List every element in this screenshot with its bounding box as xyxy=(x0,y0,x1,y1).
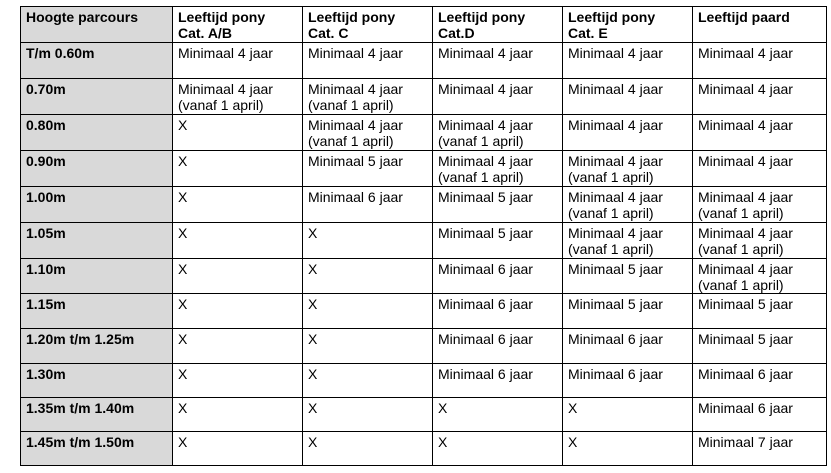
age-text: X xyxy=(178,400,188,416)
age-text: X xyxy=(308,366,318,382)
course-height-cell xyxy=(21,329,173,364)
age-text: Minimaal 6 jaar xyxy=(438,261,533,277)
course-height-cell xyxy=(21,151,173,187)
age-cell xyxy=(173,398,303,432)
age-text: Minimaal 4 jaar xyxy=(568,117,663,133)
header-text: Cat. A/B xyxy=(178,25,232,41)
age-text: X xyxy=(178,189,188,205)
age-text: Minimaal 5 jaar xyxy=(308,153,403,169)
header-text: Leeftijd pony xyxy=(568,9,656,25)
age-text: X xyxy=(178,261,188,277)
age-cell xyxy=(173,259,303,294)
age-text: Minimaal 4 jaar xyxy=(308,81,403,97)
course-height-text: 1.05m xyxy=(26,225,66,241)
age-text: Minimaal 4 jaar xyxy=(308,117,403,133)
age-text: (vanaf 1 april) xyxy=(698,241,784,257)
table-row xyxy=(21,398,827,432)
table-row xyxy=(21,432,827,466)
age-cell xyxy=(693,79,827,115)
age-cell xyxy=(693,432,827,466)
course-height-cell xyxy=(21,294,173,329)
header-text: Cat.D xyxy=(438,25,475,41)
header-text: Cat. E xyxy=(568,25,608,41)
age-text: X xyxy=(178,434,188,450)
age-cell xyxy=(693,398,827,432)
age-cell xyxy=(173,79,303,115)
header-text: Cat. C xyxy=(308,25,349,41)
table-row xyxy=(21,364,827,398)
course-height-text: 1.10m xyxy=(26,261,66,277)
age-text: Minimaal 5 jaar xyxy=(438,225,533,241)
course-height-text: 1.45m t/m 1.50m xyxy=(26,434,135,450)
course-height-cell xyxy=(21,115,173,151)
age-cell xyxy=(693,187,827,223)
age-text: Minimaal 4 jaar xyxy=(568,153,663,169)
age-text: Minimaal 6 jaar xyxy=(438,331,533,347)
age-cell xyxy=(303,329,433,364)
age-cell xyxy=(303,259,433,294)
course-height-text: 1.15m xyxy=(26,296,66,312)
age-text: Minimaal 4 jaar xyxy=(438,81,533,97)
age-text: Minimaal 4 jaar xyxy=(178,81,273,97)
age-cell xyxy=(433,151,563,187)
table-row xyxy=(21,294,827,329)
age-text: Minimaal 4 jaar xyxy=(568,225,663,241)
age-text: Minimaal 6 jaar xyxy=(698,366,793,382)
age-text: Minimaal 4 jaar xyxy=(308,45,403,61)
age-text: Minimaal 4 jaar xyxy=(438,117,533,133)
course-height-text: 1.35m t/m 1.40m xyxy=(26,400,135,416)
course-height-text: 0.80m xyxy=(26,117,66,133)
age-text: Minimaal 4 jaar xyxy=(698,189,793,205)
age-cell xyxy=(563,151,693,187)
age-text: (vanaf 1 april) xyxy=(568,169,654,185)
age-cell xyxy=(433,398,563,432)
table-row xyxy=(21,43,827,79)
age-cell xyxy=(693,294,827,329)
age-cell xyxy=(563,43,693,79)
course-height-text: 0.70m xyxy=(26,81,66,97)
age-text: Minimaal 5 jaar xyxy=(568,261,663,277)
age-cell xyxy=(433,432,563,466)
age-cell xyxy=(433,79,563,115)
age-cell xyxy=(173,151,303,187)
age-text: (vanaf 1 april) xyxy=(438,169,524,185)
age-cell xyxy=(563,79,693,115)
course-height-text: 1.20m t/m 1.25m xyxy=(26,331,135,347)
table-row xyxy=(21,259,827,294)
age-cell xyxy=(173,115,303,151)
age-cell xyxy=(303,223,433,259)
age-cell xyxy=(433,364,563,398)
age-cell xyxy=(303,398,433,432)
age-text: X xyxy=(178,153,188,169)
age-text: Minimaal 4 jaar xyxy=(178,45,273,61)
age-cell xyxy=(563,259,693,294)
age-text: X xyxy=(308,225,318,241)
age-cell xyxy=(563,294,693,329)
age-cell xyxy=(303,432,433,466)
age-text: X xyxy=(438,400,448,416)
course-height-text: 0.90m xyxy=(26,153,66,169)
age-text: (vanaf 1 april) xyxy=(438,133,524,149)
header-pony-cat-e xyxy=(563,7,693,43)
table-body xyxy=(21,43,827,466)
header-height-course xyxy=(21,7,173,43)
table-row xyxy=(21,329,827,364)
age-text: Minimaal 4 jaar xyxy=(438,45,533,61)
age-text: Minimaal 6 jaar xyxy=(308,189,403,205)
age-cell xyxy=(173,329,303,364)
age-text: X xyxy=(308,296,318,312)
age-text: X xyxy=(568,434,578,450)
age-cell xyxy=(693,364,827,398)
table-row xyxy=(21,151,827,187)
age-text: X xyxy=(178,331,188,347)
age-text: X xyxy=(178,225,188,241)
age-text: Minimaal 4 jaar xyxy=(698,45,793,61)
table-row xyxy=(21,223,827,259)
header-text: Hoogte parcours xyxy=(26,9,139,25)
age-cell xyxy=(433,294,563,329)
table-row xyxy=(21,187,827,223)
age-text: Minimaal 4 jaar xyxy=(698,117,793,133)
age-cell xyxy=(173,223,303,259)
header-text: Leeftijd paard xyxy=(698,9,790,25)
age-cell xyxy=(303,364,433,398)
table-row xyxy=(21,79,827,115)
table-header-row xyxy=(21,7,827,43)
age-text: Minimaal 4 jaar xyxy=(568,81,663,97)
course-height-text: T/m 0.60m xyxy=(26,45,95,61)
age-cell xyxy=(173,187,303,223)
age-text: Minimaal 6 jaar xyxy=(568,366,663,382)
header-horse xyxy=(693,7,827,43)
course-height-cell xyxy=(21,364,173,398)
age-cell xyxy=(433,329,563,364)
age-cell xyxy=(563,398,693,432)
age-cell xyxy=(563,364,693,398)
age-text: Minimaal 4 jaar xyxy=(698,261,793,277)
age-cell xyxy=(303,294,433,329)
age-text: X xyxy=(178,117,188,133)
age-cell xyxy=(173,294,303,329)
age-text: Minimaal 6 jaar xyxy=(438,296,533,312)
header-pony-cat-ab xyxy=(173,7,303,43)
course-height-cell xyxy=(21,187,173,223)
age-cell xyxy=(303,187,433,223)
age-text: Minimaal 4 jaar xyxy=(698,225,793,241)
age-cell xyxy=(563,432,693,466)
course-height-cell xyxy=(21,43,173,79)
age-text: Minimaal 4 jaar xyxy=(568,45,663,61)
age-text: (vanaf 1 april) xyxy=(568,205,654,221)
course-height-cell xyxy=(21,259,173,294)
age-text: (vanaf 1 april) xyxy=(698,277,784,293)
age-cell xyxy=(433,259,563,294)
age-text: Minimaal 5 jaar xyxy=(698,331,793,347)
age-text: (vanaf 1 april) xyxy=(178,97,264,113)
course-height-text: 1.30m xyxy=(26,366,66,382)
age-text: (vanaf 1 april) xyxy=(308,133,394,149)
age-text: Minimaal 6 jaar xyxy=(568,331,663,347)
age-cell xyxy=(563,329,693,364)
age-cell xyxy=(693,115,827,151)
age-text: (vanaf 1 april) xyxy=(568,241,654,257)
age-text: Minimaal 7 jaar xyxy=(698,434,793,450)
age-text: (vanaf 1 april) xyxy=(698,205,784,221)
age-text: Minimaal 4 jaar xyxy=(698,81,793,97)
age-cell xyxy=(693,329,827,364)
age-text: Minimaal 4 jaar xyxy=(568,189,663,205)
age-text: Minimaal 5 jaar xyxy=(698,296,793,312)
age-text: X xyxy=(438,434,448,450)
age-cell xyxy=(433,43,563,79)
age-text: X xyxy=(308,261,318,277)
age-cell xyxy=(303,79,433,115)
age-cell xyxy=(303,115,433,151)
age-text: Minimaal 5 jaar xyxy=(438,189,533,205)
age-cell xyxy=(433,223,563,259)
age-cell xyxy=(563,223,693,259)
age-text: Minimaal 4 jaar xyxy=(438,153,533,169)
age-cell xyxy=(433,187,563,223)
age-text: X xyxy=(308,400,318,416)
age-cell xyxy=(433,115,563,151)
header-text: Leeftijd pony xyxy=(438,9,526,25)
age-text: Minimaal 4 jaar xyxy=(698,153,793,169)
course-height-cell xyxy=(21,432,173,466)
age-cell xyxy=(693,223,827,259)
header-text: Leeftijd pony xyxy=(178,9,266,25)
age-cell xyxy=(563,115,693,151)
course-height-cell xyxy=(21,398,173,432)
course-height-cell xyxy=(21,79,173,115)
age-cell xyxy=(173,43,303,79)
age-text: X xyxy=(178,366,188,382)
course-height-text: 1.00m xyxy=(26,189,66,205)
header-pony-cat-c xyxy=(303,7,433,43)
age-cell xyxy=(173,364,303,398)
header-text: Leeftijd pony xyxy=(308,9,396,25)
age-text: X xyxy=(308,434,318,450)
age-cell xyxy=(303,43,433,79)
table-row xyxy=(21,115,827,151)
age-text: X xyxy=(308,331,318,347)
age-cell xyxy=(173,432,303,466)
age-cell xyxy=(563,187,693,223)
age-text: X xyxy=(568,400,578,416)
header-pony-cat-d xyxy=(433,7,563,43)
age-cell xyxy=(693,259,827,294)
age-text: Minimaal 6 jaar xyxy=(698,400,793,416)
course-height-cell xyxy=(21,223,173,259)
age-text: Minimaal 6 jaar xyxy=(438,366,533,382)
age-cell xyxy=(303,151,433,187)
age-cell xyxy=(693,151,827,187)
age-requirements-table xyxy=(20,6,827,466)
age-cell xyxy=(693,43,827,79)
age-text: (vanaf 1 april) xyxy=(308,97,394,113)
age-text: X xyxy=(178,296,188,312)
age-text: Minimaal 5 jaar xyxy=(568,296,663,312)
